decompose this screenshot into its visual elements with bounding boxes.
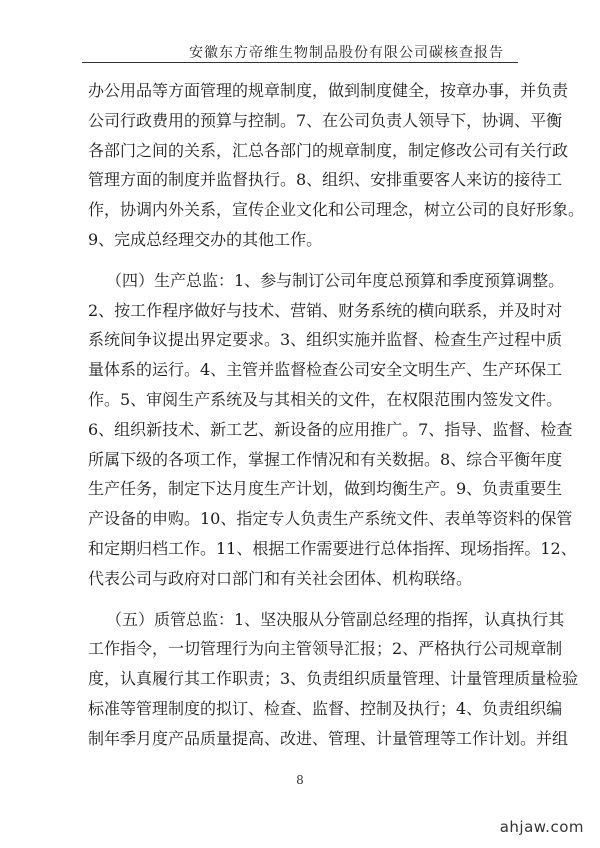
text-line: 2、按工作程序做好与技术、营销、财务系统的横向联系，并及时对	[88, 300, 563, 320]
paragraph-production-director	[88, 266, 577, 594]
text-line: 6、组织新技术、新工艺、新设备的应用推广。7、指导、监督、检查	[88, 419, 573, 439]
text-line: 管理方面的制度并监督执行。8、组织、安排重要客人来访的接待工	[88, 170, 563, 190]
watermark: ahjaw.com	[499, 818, 584, 836]
paragraph-gap	[88, 594, 516, 605]
paragraph-admin-duties	[88, 76, 585, 255]
text-line: 各部门之间的关系，汇总各部门的规章制度，制定修改公司有关行政	[88, 140, 569, 160]
text-line: 度，认真履行其工作职责；3、负责组织质量管理、计量管理质量检验	[88, 669, 579, 689]
page-number: 8	[296, 773, 304, 787]
text-line: 9、完成总经理交办的其他工作。	[88, 229, 323, 249]
text-line: 系统间争议提出界定要求。3、组织实施并监督、检查生产过程中质	[88, 330, 563, 350]
document-body	[88, 76, 585, 754]
header-rule	[82, 62, 518, 63]
text-line: 作，协调内外关系，宣传企业文化和公司理念，树立公司的良好形象。	[88, 200, 585, 220]
text-line: 产设备的申购。10、指定专人负责生产系统文件、表单等资料的保管	[88, 509, 573, 529]
text-line: 工作指令，一切管理行为向主管领导汇报；2、严格执行公司规章制	[88, 639, 563, 659]
paragraph-gap	[88, 255, 516, 266]
text-line: 量体系的运行。4、主管并监督检查公司安全文明生产、生产环保工	[88, 360, 563, 380]
text-line: （五）质管总监：1、坚决服从分管副总经理的指挥，认真执行其	[106, 609, 565, 629]
paragraph-quality-director	[88, 605, 579, 754]
text-line: 作。5、审阅生产系统及与其相关的文件，在权限范围内签发文件。	[88, 389, 563, 409]
text-line: 所属下级的各项工作，掌握工作情况和有关数据。8、综合平衡年度	[88, 449, 563, 469]
text-line: 标准等管理制度的拟订、检查、监督、控制及执行；4、负责组织编	[88, 698, 563, 718]
text-line: 制年季月度产品质量提高、改进、管理、计量管理等工作计划。并组	[88, 728, 569, 748]
text-line: 生产任务，制定下达月度生产计划，做到均衡生产。9、负责重要生	[88, 479, 563, 499]
text-line: （四）生产总监：1、参与制订公司年度总预算和季度预算调整。	[106, 270, 565, 290]
text-line: 代表公司与政府对口部门和有关社会团体、机构联络。	[88, 568, 473, 588]
text-line: 和定期归档工作。11、根据工作需要进行总体指挥、现场指挥。12、	[88, 538, 577, 558]
text-line: 公司行政费用的预算与控制。7、在公司负责人领导下，协调、平衡	[88, 110, 563, 130]
text-line: 办公用品等方面管理的规章制度，做到制度健全，按章办事，并负责	[88, 81, 569, 100]
report-header-title: 安徽东方帝维生物制品股份有限公司碳核查报告	[189, 45, 504, 61]
